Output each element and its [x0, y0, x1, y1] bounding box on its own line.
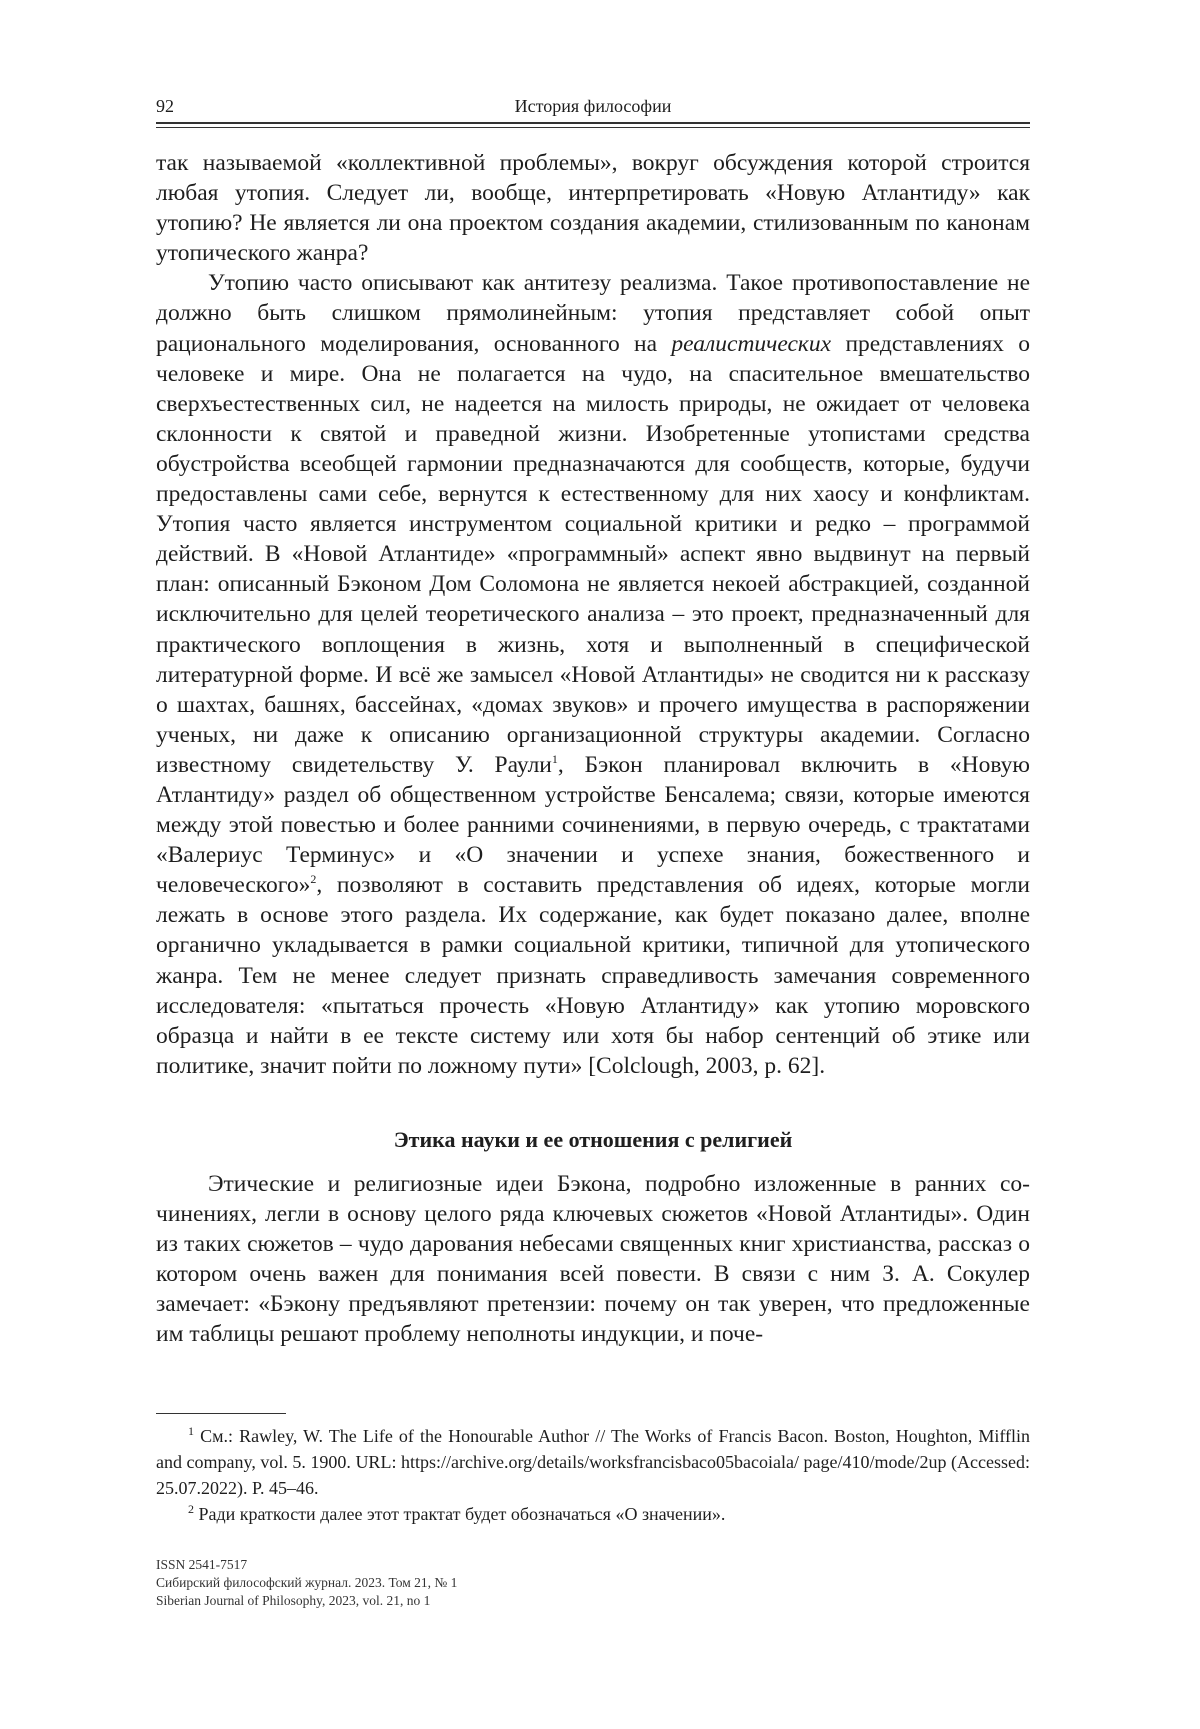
- footnote-ref-2[interactable]: 2: [310, 872, 317, 887]
- paragraph-3: [156, 1169, 1030, 1350]
- footnotes: [156, 1423, 1030, 1527]
- page-footer: [156, 1556, 457, 1610]
- page-number: 92: [156, 96, 174, 116]
- paragraph-2: [156, 268, 1030, 1081]
- footnote-ref-1[interactable]: 1: [551, 752, 558, 767]
- header-rule-thin: [156, 127, 1030, 128]
- footnote-2: [156, 1501, 1030, 1527]
- journal-citation-ru: Сибирский философский журнал. 2023. Том 21, № 1: [156, 1575, 458, 1590]
- paragraph-1: [156, 148, 1030, 268]
- footnote-1: [156, 1423, 1030, 1501]
- paragraph-2-text-d: , позволяют в составить представления об идеях, которые могли лежать в основе этого раздела. Их содержание, как будет показано далее, вполне органично укладывается в рамки социальной критики, типичной для утопического жанра. Тем не менее следует признать справедливость замечания современного исследователя: «пытаться прочесть «Новую Атлантиду» как утопию моровского образца и найти в ее тексте систему или хотя бы набор сентенций об этике или политике, значит пойти по ложному пути» [Colclough, 2003, p. 62].: [156, 872, 1030, 1079]
- paragraph-2-text-b: представлениях о человеке и мире. Она не полагается на чудо, на спасительное вмешательство сверхъестественных сил, не надеется на милость природы, не ожидает от человека склонности к святой и праведной жизни. Изобретенные утопистами средства обустройства всеобщей гармонии предназначаются для сообществ, которые, будучи предоставлены сами себе, вернутся к естественному для них хаосу и конфликтам. Утопия часто является инструментом социальной критики и редко – программой действий. В «Новой Атлантиде» «программный» аспект явно выдвинут на первый план: описанный Бэконом Дом Соломона не является некоей абстракцией, созданной исключительно для целей теоретического анализа – это проект, предназначенный для практического воплощения в жизнь, хотя и выполненный в специфической литературной форме. И всё же замысел «Новой Атлантиды» не сводится ни к рассказу о шахтах, башнях, бассейнах, «домах звуков» и прочего имущества в распоряжении ученых, ни даже к описанию организационной структуры академии. Согласно известному свидетельству У. Раули: [156, 330, 1030, 778]
- paragraph-2-text-c: , Бэкон планировал включить в «Новую Атлантиду» раздел об общественном устройстве Бенсалема; связи, которые имеются между этой повестью и более ранними сочинениями, в первую очередь, с трактатами «Валериус Терминус» и «О значении и успехе знания, божественного и человеческого»: [156, 751, 1030, 899]
- journal-citation-en: Siberian Journal of Philosophy, 2023, vol. 21, no 1: [156, 1593, 431, 1608]
- footnote-2-marker: 2: [188, 1502, 194, 1516]
- footnote-rule: [156, 1413, 286, 1414]
- issn: ISSN 2541-7517: [156, 1557, 248, 1572]
- page-header: [156, 96, 1030, 120]
- running-head: История философии: [514, 96, 672, 116]
- italic-emphasis: реалистических: [671, 330, 832, 357]
- article-body: [156, 148, 1030, 1350]
- paragraph-1-text: так называемой «коллективной проблемы», вокруг обсуждения которой строится любая утопия. Следует ли, вообще, интерпретировать «Новую Атлантиду» как утопию? Не является ли она проектом создания академии, стилизованным по канонам утопического жанра?: [156, 150, 1030, 267]
- section-title: Этика науки и ее отношения с религией: [393, 1126, 793, 1152]
- paragraph-2-text-a: Утопию часто описывают как антитезу реализма. Такое противопоставление не должно быть слишком прямолинейным: утопия представляет собой опыт рационального моделирования, основанного на: [156, 270, 1030, 357]
- footnote-1-marker: 1: [188, 1424, 194, 1438]
- footnote-1-text: См.: Rawley, W. The Life of the Honourable Author // The Works of Francis Bacon. Boston, Houghton, Mifflin and company, vol. 5. 1900. URL: https://archive.org/details/worksfrancisbaco05bacoiala/ page/410/mode/2up (Accessed: 25.07.2022). P. 45–46.: [156, 1426, 1030, 1498]
- paragraph-3-text: Этические и религиозные идеи Бэкона, подробно изложенные в ранних сочинениях, легли в основу целого ряда ключевых сюжетов «Новой Атлантиды». Один из таких сюжетов – чудо дарования небесами священных книг христианства, рассказ о котором очень важен для понимания всей повести. В связи с ним З. А. Сокулер замечает: «Бэкону предъявляют претензии: почему он так уверен, что предложенные им таблицы решают проблему неполноты индукции, и поче-: [156, 1171, 1030, 1348]
- header-rule-thick: [156, 122, 1030, 124]
- footnote-2-text: Ради краткости далее этот трактат будет обозначаться «О значении».: [194, 1504, 726, 1524]
